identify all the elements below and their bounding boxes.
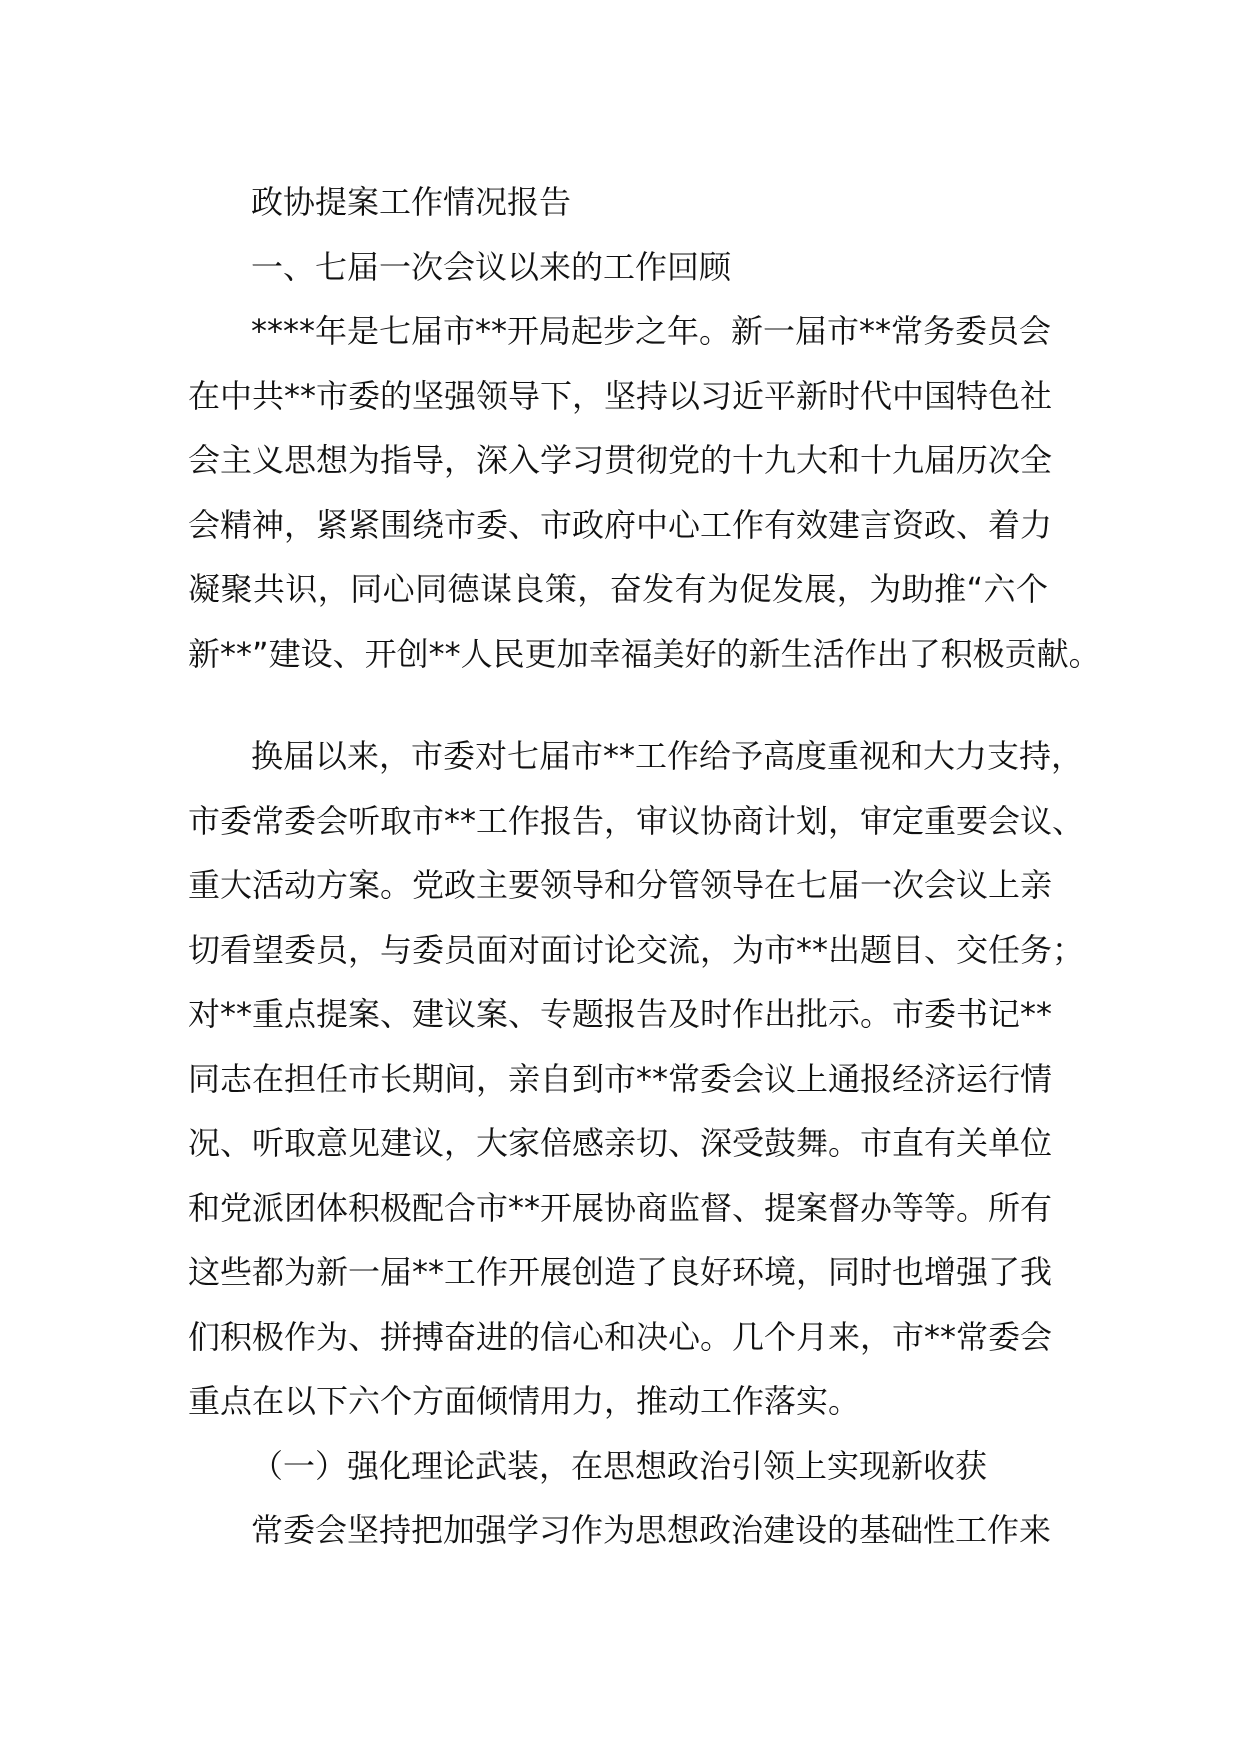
paragraph-line: 重点在以下六个方面倾情用力，推动工作落实。 — [188, 1382, 861, 1420]
paragraph-line: 会主义思想为指导，深入学习贯彻党的十九大和十九届历次全 — [188, 441, 1053, 479]
paragraph-line: 况、听取意见建议，大家倍感亲切、深受鼓舞。市直有关单位 — [188, 1124, 1053, 1162]
paragraph-line: 同志在担任市长期间，亲自到市**常委会议上通报经济运行情 — [188, 1059, 1053, 1098]
section-heading: 一、七届一次会议以来的工作回顾 — [251, 247, 732, 286]
paragraph-line: 市委常委会听取市**工作报告，审议协商计划，审定重要会议、 — [188, 801, 1085, 840]
paragraph-line: 和党派团体积极配合市**开展协商监督、提案督办等等。所有 — [188, 1188, 1053, 1227]
paragraph-spacer — [188, 686, 1048, 724]
paragraph-line: 凝聚共识，同心同德谋良策，奋发有为促发展，为助推“六个 — [188, 570, 1048, 608]
paragraph-3-first-line: 常委会坚持把加强学习作为思想政治建设的基础性工作来 — [251, 1511, 1052, 1549]
paragraph-line: 这些都为新一届**工作开展创造了良好环境，同时也增强了我 — [188, 1253, 1053, 1291]
document-body — [188, 170, 1101, 1563]
paragraph-line: 会精神，紧紧围绕市委、市政府中心工作有效建言资政、着力 — [188, 505, 1053, 544]
paragraph-line: 新**”建设、开创**人民更加幸福美好的新生活作出了积极贡献。 — [188, 634, 1101, 673]
paragraph-line: 切看望委员，与委员面对面讨论交流，为市**出题目、交任务； — [188, 930, 1085, 969]
paragraph-line: ****年是七届市**开局起步之年。新一届市**常务委员会 — [251, 312, 1052, 350]
paragraph-line: 在中共**市委的坚强领导下，坚持以习近平新时代中国特色社 — [188, 376, 1053, 415]
paragraph-2 — [188, 724, 1085, 1434]
paragraph-line: 换届以来，市委对七届市**工作给予高度重视和大力支持， — [251, 737, 1084, 775]
paragraph-1 — [188, 299, 1101, 686]
document-title: 政协提案工作情况报告 — [251, 183, 572, 221]
subheading: （一）强化理论武装，在思想政治引领上实现新收获 — [251, 1446, 988, 1485]
paragraph-line: 们积极作为、拼搏奋进的信心和决心。几个月来，市**常委会 — [188, 1317, 1053, 1356]
paragraph-line: 对**重点提案、建议案、专题报告及时作出批示。市委书记** — [188, 995, 1053, 1033]
paragraph-line: 重大活动方案。党政主要领导和分管领导在七届一次会议上亲 — [188, 866, 1053, 904]
